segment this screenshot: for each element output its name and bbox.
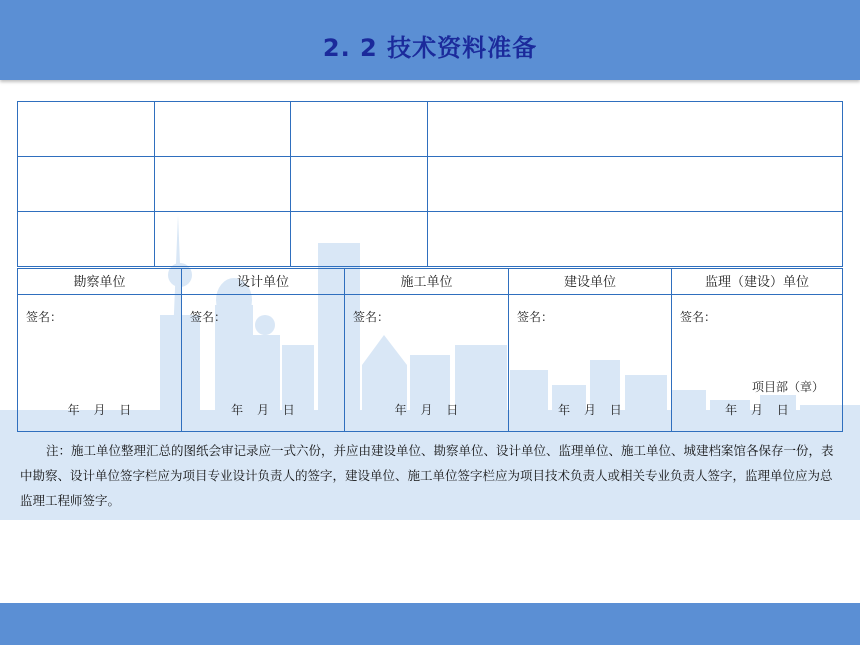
page-title: 2. 2 技术资料准备 <box>322 34 538 62</box>
table-cell <box>18 102 155 157</box>
table-cell <box>428 212 843 267</box>
signature-label: 签名： <box>680 310 717 324</box>
signature-label: 签名： <box>190 310 227 324</box>
table-note <box>20 438 844 513</box>
column-header-owner: 建设单位 <box>509 268 672 295</box>
signature-cell-construction <box>345 295 509 432</box>
date-label: 年 月 日 <box>231 403 295 417</box>
table-cell <box>155 102 291 157</box>
footer-bar <box>0 603 860 645</box>
table-cell <box>155 157 291 212</box>
date-label: 年 月 日 <box>725 403 789 417</box>
date-label: 年 月 日 <box>558 403 622 417</box>
header-bar <box>0 0 860 80</box>
table-cell <box>155 212 291 267</box>
project-dept-seal-label: 项目部（章） <box>751 380 824 394</box>
date-label: 年 月 日 <box>394 403 459 417</box>
note-text: 注：施工单位整理汇总的图纸会审记录应一式六份，并应由建设单位、勘察单位、设计单位、监理单位、施工单位、城建档案馆各保存一份，表中勘察、设计单位签字栏应为项目专业设计负责人的签字，建设单位、施工单位签字栏应为项目技术负责人或相关专业负责人签字，监理单位应为总监理工程师签字。 <box>20 443 834 508</box>
signature-cell-owner <box>509 295 672 432</box>
column-header-survey: 勘察单位 <box>18 268 182 295</box>
table-cell <box>428 157 843 212</box>
table-row <box>17 157 843 212</box>
table-row <box>17 101 843 157</box>
signature-cell-design <box>182 295 345 432</box>
table-cell <box>291 212 428 267</box>
signature-label: 签名： <box>517 310 554 324</box>
table-cell <box>18 157 155 212</box>
signature-label: 签名： <box>353 310 390 324</box>
column-header-construction: 施工单位 <box>345 268 509 295</box>
table-cell <box>291 102 428 157</box>
signature-cell-survey <box>18 295 182 432</box>
table-row <box>17 212 843 267</box>
table-cell <box>291 157 428 212</box>
table-cell <box>18 212 155 267</box>
date-label: 年 月 日 <box>67 403 132 417</box>
signature-table <box>17 268 843 432</box>
signature-label: 签名： <box>26 310 63 324</box>
upper-table-grid <box>17 101 843 269</box>
signature-cell-supervision <box>672 295 843 432</box>
column-header-design: 设计单位 <box>182 268 345 295</box>
table-cell <box>428 102 843 157</box>
column-header-supervision: 监理（建设）单位 <box>672 268 843 295</box>
